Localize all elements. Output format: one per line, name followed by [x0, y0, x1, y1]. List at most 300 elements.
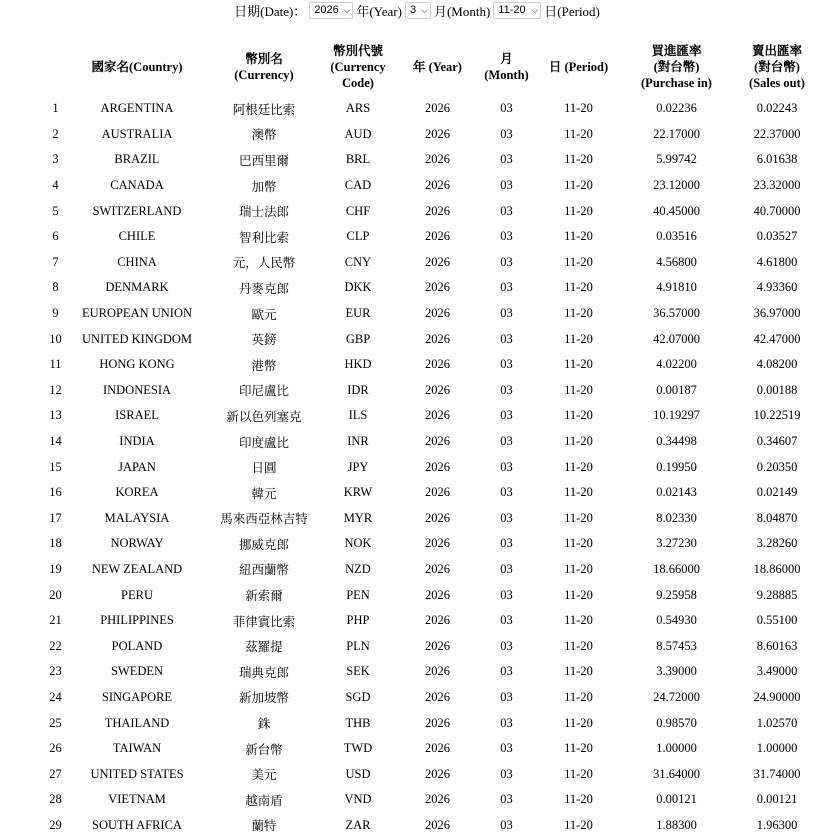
- sales-rate: 9.28885: [756, 587, 798, 602]
- year-value: 2026: [425, 408, 450, 423]
- currency-code: IDR: [347, 382, 369, 397]
- purchase-rate: 0.98570: [656, 715, 697, 730]
- currency-name: 印尼盧比: [238, 384, 289, 399]
- country-name: DENMARK: [105, 280, 169, 295]
- currency-code: CLP: [346, 229, 370, 244]
- country-name: EUROPEAN UNION: [81, 306, 193, 321]
- year-value: 2026: [425, 434, 450, 449]
- month-value: 03: [500, 229, 513, 244]
- currency-name: 瑞典克郎: [238, 665, 289, 680]
- table-row: [42, 454, 827, 480]
- chevron-down-icon: ⌵: [531, 4, 539, 15]
- country-name: PERU: [121, 587, 153, 602]
- row-index: 1: [52, 101, 59, 116]
- purchase-rate: 36.57000: [653, 306, 700, 321]
- country-name: NEW ZEALAND: [91, 561, 183, 576]
- country-name: AUSTRALIA: [101, 126, 173, 141]
- currency-name: 澳幣: [251, 128, 277, 143]
- table-row: [42, 813, 827, 839]
- header-month: 月 (Month): [484, 52, 529, 82]
- header-sales-rate: 賣出匯率 (對台幣) (Sales out): [749, 44, 805, 90]
- row-index: 23: [49, 664, 62, 679]
- row-index: 22: [49, 638, 62, 653]
- month-value: 03: [500, 382, 513, 397]
- currency-code: ZAR: [345, 817, 371, 832]
- period-select-value: 11-20: [498, 4, 526, 16]
- sales-rate: 6.01638: [756, 152, 798, 167]
- sales-rate: 18.86000: [753, 561, 801, 576]
- row-index: 21: [49, 613, 62, 628]
- sales-rate: 0.34607: [756, 434, 798, 449]
- country-name: SWITZERLAND: [92, 203, 182, 218]
- row-index: 28: [49, 792, 62, 807]
- month-value: 03: [500, 561, 513, 576]
- sales-rate: 0.55100: [756, 613, 798, 628]
- table-row: [42, 301, 827, 327]
- currency-code: GBP: [345, 331, 371, 346]
- sales-rate: 8.04870: [756, 510, 798, 525]
- year-value: 2026: [425, 203, 450, 218]
- purchase-rate: 23.12000: [653, 178, 700, 193]
- period-select[interactable]: [493, 2, 541, 19]
- year-value: 2026: [425, 485, 450, 500]
- row-index: 12: [49, 382, 62, 397]
- country-name: PHILIPPINES: [100, 613, 174, 628]
- sales-rate: 1.96300: [756, 817, 798, 832]
- period-value: 11-20: [564, 126, 593, 141]
- country-name: VIETNAM: [108, 792, 166, 807]
- sales-rate: 3.49000: [756, 664, 798, 679]
- period-value: 11-20: [564, 203, 593, 218]
- month-value: 03: [500, 126, 513, 141]
- table-row: [42, 403, 827, 429]
- purchase-rate: 4.02200: [656, 357, 697, 372]
- period-value: 11-20: [564, 792, 593, 807]
- year-value: 2026: [425, 715, 450, 730]
- purchase-rate: 3.39000: [656, 664, 697, 679]
- period-value: 11-20: [564, 766, 593, 781]
- currency-code: THB: [345, 715, 371, 730]
- country-name: ARGENTINA: [100, 101, 174, 116]
- sales-rate: 42.47000: [753, 331, 801, 346]
- period-value: 11-20: [564, 331, 593, 346]
- table-row: [42, 480, 827, 506]
- period-value: 11-20: [564, 357, 593, 372]
- table-row: [42, 710, 827, 736]
- table-header-row: [42, 38, 827, 96]
- country-name: CHILE: [118, 229, 156, 244]
- table-row: [42, 378, 827, 404]
- month-value: 03: [500, 766, 513, 781]
- table-row: [42, 787, 827, 813]
- country-name: SOUTH AFRICA: [92, 817, 182, 832]
- purchase-rate: 1.88300: [656, 817, 697, 832]
- sales-rate: 0.20350: [756, 459, 798, 474]
- purchase-rate: 4.91810: [656, 280, 697, 295]
- row-index: 17: [49, 510, 62, 525]
- sales-rate: 23.32000: [753, 178, 801, 193]
- currency-name: 阿根廷比索: [232, 102, 296, 117]
- purchase-rate: 10.19297: [653, 408, 700, 423]
- year-value: 2026: [425, 613, 450, 628]
- purchase-rate: 8.02330: [656, 510, 697, 525]
- year-value: 2026: [425, 306, 450, 321]
- table-row: [42, 557, 827, 583]
- month-label: 月(Month): [433, 3, 491, 19]
- row-index: 5: [52, 203, 59, 218]
- sales-rate: 36.97000: [753, 306, 801, 321]
- table-row: [42, 429, 827, 455]
- row-index: 29: [49, 817, 62, 832]
- currency-name: 新以色列塞克: [226, 409, 302, 424]
- currency-name: 美元: [251, 768, 277, 783]
- currency-code: SGD: [345, 689, 371, 704]
- row-index: 15: [49, 459, 62, 474]
- currency-name: 越南盾: [245, 793, 283, 808]
- purchase-rate: 0.00187: [656, 382, 697, 397]
- year-value: 2026: [425, 817, 450, 832]
- table-row: [42, 531, 827, 557]
- currency-code: NZD: [345, 561, 371, 576]
- country-name: INDONESIA: [102, 382, 172, 397]
- table-row: [42, 173, 827, 199]
- month-value: 03: [500, 510, 513, 525]
- period-value: 11-20: [564, 536, 593, 551]
- month-value: 03: [500, 306, 513, 321]
- currency-name: 英鎊: [251, 333, 277, 348]
- row-index: 27: [49, 766, 62, 781]
- period-value: 11-20: [564, 152, 593, 167]
- currency-code: CHF: [345, 203, 371, 218]
- sales-rate: 0.02149: [756, 485, 798, 500]
- purchase-rate: 0.34498: [656, 434, 697, 449]
- month-value: 03: [500, 638, 513, 653]
- country-name: UNITED KINGDOM: [81, 331, 193, 346]
- purchase-rate: 18.66000: [653, 561, 700, 576]
- period-value: 11-20: [564, 101, 593, 116]
- purchase-rate: 5.99742: [656, 152, 697, 167]
- currency-code: KRW: [343, 485, 373, 500]
- year-label: 年(Year): [356, 3, 402, 19]
- period-value: 11-20: [564, 689, 593, 704]
- table-row: [42, 352, 827, 378]
- table-row: [42, 736, 827, 762]
- currency-code: TWD: [343, 741, 373, 756]
- country-name: POLAND: [111, 638, 163, 653]
- country-name: HONG KONG: [99, 357, 175, 372]
- year-value: 2026: [425, 178, 450, 193]
- chevron-down-icon: ⌵: [343, 4, 351, 15]
- purchase-rate: 40.45000: [653, 203, 700, 218]
- month-value: 03: [500, 408, 513, 423]
- table-row: [42, 250, 827, 276]
- month-value: 03: [500, 536, 513, 551]
- currency-code: EUR: [345, 306, 371, 321]
- table-row: [42, 326, 827, 352]
- period-value: 11-20: [564, 638, 593, 653]
- period-value: 11-20: [564, 817, 593, 832]
- year-value: 2026: [425, 254, 450, 269]
- purchase-rate: 0.54930: [656, 613, 697, 628]
- month-select-value: 3: [409, 4, 417, 16]
- row-index: 4: [52, 178, 59, 193]
- year-value: 2026: [425, 561, 450, 576]
- header-currency-code: 幣別代號 (Currency Code): [330, 44, 386, 90]
- country-name: SINGAPORE: [101, 689, 173, 704]
- currency-name: 瑞士法郎: [238, 205, 289, 220]
- year-value: 2026: [425, 280, 450, 295]
- country-name: CHINA: [117, 254, 157, 269]
- sales-rate: 1.02570: [756, 715, 798, 730]
- currency-name: 印度盧比: [238, 435, 289, 450]
- currency-name: 新加坡幣: [238, 691, 289, 706]
- table-row: [42, 685, 827, 711]
- currency-name: 元，人民幣: [232, 256, 296, 271]
- country-name: TAIWAN: [112, 741, 162, 756]
- year-value: 2026: [425, 792, 450, 807]
- month-value: 03: [500, 331, 513, 346]
- month-select[interactable]: [405, 2, 431, 19]
- year-select[interactable]: [309, 2, 353, 19]
- currency-code: ILS: [348, 408, 368, 423]
- country-name: MALAYSIA: [104, 510, 170, 525]
- month-value: 03: [500, 357, 513, 372]
- year-value: 2026: [425, 766, 450, 781]
- month-value: 03: [500, 434, 513, 449]
- year-value: 2026: [425, 229, 450, 244]
- currency-name: 巴西里爾: [238, 153, 289, 168]
- sales-rate: 24.90000: [753, 689, 801, 704]
- year-value: 2026: [425, 638, 450, 653]
- row-index: 16: [49, 485, 62, 500]
- period-value: 11-20: [564, 459, 593, 474]
- currency-code: MYR: [343, 510, 373, 525]
- table-row: [42, 506, 827, 532]
- year-value: 2026: [425, 587, 450, 602]
- currency-code: ARS: [345, 101, 371, 116]
- purchase-rate: 0.00121: [656, 792, 697, 807]
- year-value: 2026: [425, 459, 450, 474]
- period-value: 11-20: [564, 715, 593, 730]
- row-index: 14: [49, 434, 62, 449]
- month-value: 03: [500, 152, 513, 167]
- month-value: 03: [500, 178, 513, 193]
- purchase-rate: 3.27230: [656, 536, 697, 551]
- period-value: 11-20: [564, 485, 593, 500]
- year-select-value: 2026: [314, 4, 339, 16]
- row-index: 7: [52, 254, 59, 269]
- month-value: 03: [500, 203, 513, 218]
- currency-name: 新台幣: [245, 742, 283, 757]
- period-value: 11-20: [564, 178, 593, 193]
- row-index: 8: [52, 280, 59, 295]
- month-value: 03: [500, 715, 513, 730]
- sales-rate: 0.00121: [756, 792, 798, 807]
- table-row: [42, 224, 827, 250]
- period-value: 11-20: [564, 280, 593, 295]
- sales-rate: 0.02243: [756, 101, 798, 116]
- country-name: KOREA: [115, 485, 159, 500]
- header-index: [42, 38, 69, 96]
- year-value: 2026: [425, 126, 450, 141]
- period-value: 11-20: [564, 254, 593, 269]
- row-index: 13: [49, 408, 62, 423]
- sales-rate: 4.93360: [756, 280, 798, 295]
- table-row: [42, 198, 827, 224]
- currency-name: 加幣: [251, 179, 277, 194]
- currency-code: DKK: [344, 280, 372, 295]
- currency-code: SEK: [346, 664, 370, 679]
- currency-name: 丹麥克郎: [238, 281, 289, 296]
- year-value: 2026: [425, 331, 450, 346]
- period-value: 11-20: [564, 613, 593, 628]
- month-value: 03: [500, 280, 513, 295]
- period-value: 11-20: [564, 510, 593, 525]
- currency-name: 日圓: [251, 461, 277, 476]
- purchase-rate: 31.64000: [653, 766, 700, 781]
- currency-name: 港幣: [251, 358, 277, 373]
- month-value: 03: [500, 817, 513, 832]
- row-index: 25: [49, 715, 62, 730]
- period-value: 11-20: [564, 229, 593, 244]
- month-value: 03: [500, 792, 513, 807]
- table-row: [42, 147, 827, 173]
- month-value: 03: [500, 254, 513, 269]
- currency-name: 智利比索: [238, 230, 289, 245]
- period-value: 11-20: [564, 382, 593, 397]
- exchange-rate-table: [42, 38, 827, 838]
- row-index: 2: [52, 126, 59, 141]
- purchase-rate: 0.02143: [656, 485, 697, 500]
- purchase-rate: 1.00000: [656, 741, 697, 756]
- sales-rate: 4.61800: [756, 254, 798, 269]
- year-value: 2026: [425, 536, 450, 551]
- purchase-rate: 42.07000: [653, 331, 700, 346]
- period-value: 11-20: [564, 561, 593, 576]
- purchase-rate: 8.57453: [656, 638, 697, 653]
- country-name: JAPAN: [118, 459, 156, 474]
- month-value: 03: [500, 485, 513, 500]
- currency-code: BRL: [345, 152, 371, 167]
- sales-rate: 4.08200: [756, 357, 798, 372]
- country-name: ISRAEL: [115, 408, 159, 423]
- currency-code: INR: [347, 434, 369, 449]
- table-row: [42, 582, 827, 608]
- table-row: [42, 633, 827, 659]
- sales-rate: 1.00000: [756, 741, 798, 756]
- table-row: [42, 608, 827, 634]
- table-row: [42, 275, 827, 301]
- country-name: NORWAY: [110, 536, 164, 551]
- purchase-rate: 0.19950: [656, 459, 697, 474]
- purchase-rate: 22.17000: [653, 126, 700, 141]
- period-value: 11-20: [564, 434, 593, 449]
- header-country: 國家名(Country): [91, 60, 183, 74]
- period-value: 11-20: [564, 408, 593, 423]
- sales-rate: 3.28260: [756, 536, 798, 551]
- period-value: 11-20: [564, 741, 593, 756]
- sales-rate: 8.60163: [756, 638, 798, 653]
- currency-code: USD: [345, 766, 371, 781]
- period-value: 11-20: [564, 664, 593, 679]
- year-value: 2026: [425, 510, 450, 525]
- row-index: 3: [52, 152, 59, 167]
- year-value: 2026: [425, 152, 450, 167]
- country-name: SWEDEN: [110, 664, 164, 679]
- month-value: 03: [500, 613, 513, 628]
- currency-name: 歐元: [251, 307, 277, 322]
- sales-rate: 10.22519: [753, 408, 801, 423]
- sales-rate: 0.03527: [756, 229, 798, 244]
- currency-name: 韓元: [251, 486, 277, 501]
- row-index: 9: [52, 306, 59, 321]
- period-label: 日(Period): [544, 3, 600, 19]
- month-value: 03: [500, 741, 513, 756]
- table-row: [42, 122, 827, 148]
- country-name: CANADA: [110, 178, 164, 193]
- table-row: [42, 659, 827, 685]
- month-value: 03: [500, 587, 513, 602]
- row-index: 11: [49, 357, 62, 372]
- year-value: 2026: [425, 741, 450, 756]
- currency-name: 菲律賓比索: [232, 614, 296, 629]
- date-filter-bar: [0, 0, 834, 20]
- row-index: 20: [49, 587, 62, 602]
- year-value: 2026: [425, 101, 450, 116]
- month-value: 03: [500, 101, 513, 116]
- currency-code: CAD: [344, 178, 372, 193]
- year-value: 2026: [425, 357, 450, 372]
- year-value: 2026: [425, 382, 450, 397]
- month-value: 03: [500, 664, 513, 679]
- purchase-rate: 0.03516: [656, 229, 697, 244]
- currency-code: PEN: [346, 587, 370, 602]
- month-value: 03: [500, 459, 513, 474]
- sales-rate: 40.70000: [753, 203, 801, 218]
- currency-code: PHP: [346, 613, 370, 628]
- currency-name: 新索爾: [245, 589, 283, 604]
- currency-code: CNY: [344, 254, 372, 269]
- header-period: 日 (Period): [548, 60, 609, 74]
- table-row: [42, 761, 827, 787]
- row-index: 10: [49, 331, 62, 346]
- currency-name: 茲羅提: [245, 640, 283, 655]
- row-index: 18: [49, 536, 62, 551]
- header-currency: 幣別名 (Currency): [234, 52, 294, 82]
- purchase-rate: 0.02236: [656, 101, 697, 116]
- header-year: 年 (Year): [413, 60, 462, 74]
- sales-rate: 31.74000: [753, 766, 801, 781]
- row-index: 26: [49, 741, 62, 756]
- currency-name: 蘭特: [251, 819, 277, 834]
- year-value: 2026: [425, 689, 450, 704]
- currency-code: JPY: [347, 459, 369, 474]
- currency-code: VND: [344, 792, 372, 807]
- country-name: INDIA: [119, 434, 155, 449]
- chevron-down-icon: ⌵: [421, 4, 428, 15]
- sales-rate: 22.37000: [753, 126, 801, 141]
- year-value: 2026: [425, 664, 450, 679]
- table-row: [42, 96, 827, 122]
- currency-name: 銖: [257, 717, 271, 732]
- date-label: 日期(Date)：: [234, 3, 307, 19]
- row-index: 6: [52, 229, 59, 244]
- period-value: 11-20: [564, 306, 593, 321]
- month-value: 03: [500, 689, 513, 704]
- currency-name: 紐西蘭幣: [238, 563, 289, 578]
- purchase-rate: 24.72000: [653, 689, 700, 704]
- currency-code: NOK: [344, 536, 372, 551]
